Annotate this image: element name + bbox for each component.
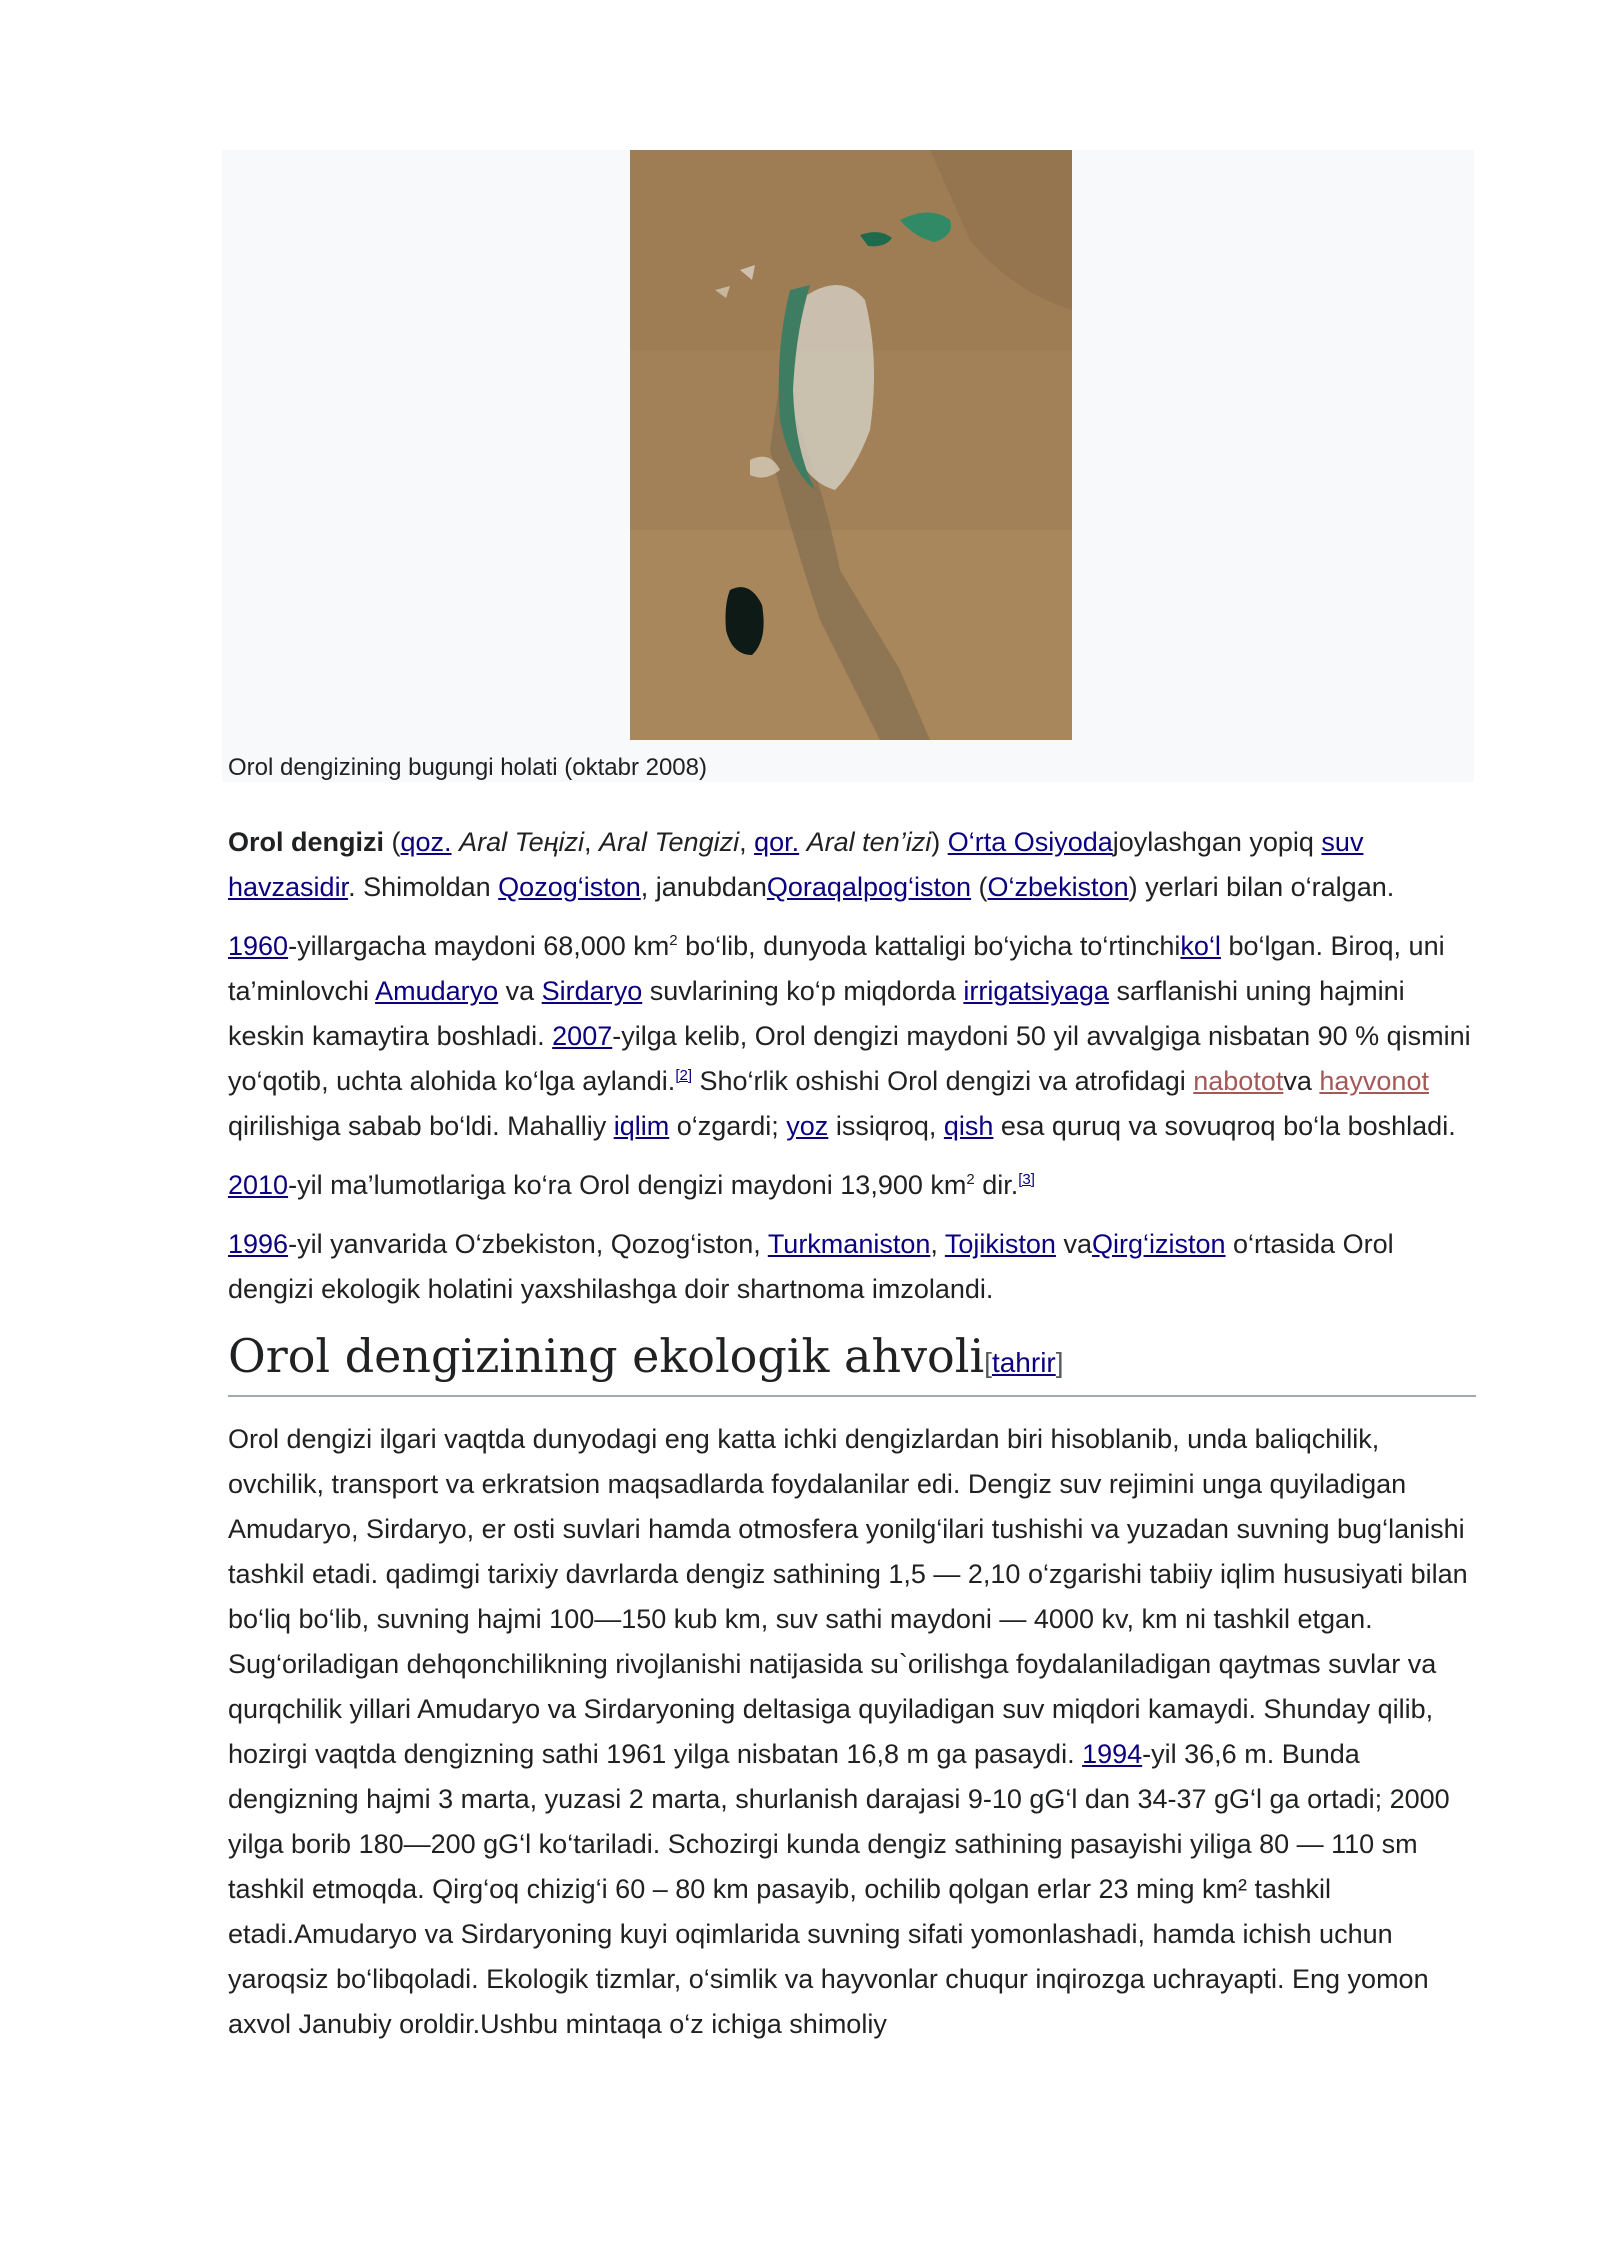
paragraph-history: 1960-yillargacha maydoni 68,000 $km^2$ bo‘lib, dunyoda kattaligi bo‘yicha to‘rtinchiko‘l bo‘lgan. Biroq, uni ta’minlovchi Amudaryo va Sirdaryo suvlarining ko‘p miqdorda irrigatsiyaga sarflanishi uning hajmini keskin kamaytira boshladi. 2007-yilga kelib, Orol dengizi maydoni 50 yil avvalgiga nisbatan 90 % qismini yo‘qotib, uchta alohida ko‘lga aylandi.[2] Sho‘rlik oshishi Orol dengizi va atrofidagi nabototva hayvonot qirilishiga sabab bo‘ldi. Mahalliy iqlim o‘zgardi; yoz issiqroq, qish esa quruq va sovuqroq bo‘la boshladi. xyxy=(228,931,1471,1141)
link-qirgiziston[interactable]: Qirg‘iziston xyxy=(1091,1229,1226,1259)
link-yoz[interactable]: yoz xyxy=(786,1111,829,1141)
link-iqlim[interactable]: iqlim xyxy=(613,1111,670,1141)
link-suv-havzasi[interactable]: suv havzasidir xyxy=(228,827,1364,902)
link-1960[interactable]: 1960 xyxy=(228,931,289,961)
section-heading: Orol dengizining ekologik ahvoli[tahrir] xyxy=(228,1326,1476,1397)
reference-link-3[interactable]: [3] xyxy=(1018,1171,1035,1188)
paragraph-intro: Orol dengizi (qoz. Aral Teңizi, Aral Tengizi, qor. Aral ten’izi) O‘rta Osiyodajoylashgan yopiq suv havzasidir. Shimoldan Qozog‘iston, janubdanQoraqalpog‘iston (O‘zbekiston) yerlari bilan o‘ralgan. xyxy=(228,827,1395,902)
link-2007[interactable]: 2007 xyxy=(552,1021,613,1051)
link-turkmaniston[interactable]: Turkmaniston xyxy=(767,1229,931,1259)
link-qor[interactable]: qor. xyxy=(754,827,800,857)
link-tojikiston[interactable]: Tojikiston xyxy=(944,1229,1056,1259)
link-1994[interactable]: 1994 xyxy=(1082,1739,1143,1769)
link-qoz[interactable]: qoz. xyxy=(400,827,452,857)
article-body xyxy=(228,820,1476,2061)
link-ozbekiston[interactable]: O‘zbekiston xyxy=(987,872,1129,902)
figure-caption: Orol dengizining bugungi holati (oktabr 2008) xyxy=(228,754,707,781)
link-orta-osiyo[interactable]: O‘rta Osiyoda xyxy=(947,827,1113,857)
link-amudaryo[interactable]: Amudaryo xyxy=(375,976,499,1006)
paragraph-1996: 1996-yil yanvarida O‘zbekiston, Qozog‘iston, Turkmaniston, Tojikiston vaQirg‘iziston o‘rtasida Orol dengizi ekologik holatini yaxshilashga doir shartnoma imzolandi. xyxy=(228,1229,1394,1304)
paragraph-ecology: Orol dengizi ilgari vaqtda dunyodagi eng katta ichki dengizlardan biri hisoblanib, unda baliqchilik, ovchilik, transport va erkratsion maqsadlarda foydalanilar edi. Dengiz suv rejimini unga quyiladigan Amudaryo, Sirdaryo, er osti suvlari hamda otmosfera yonilg‘ilari tushishi va yuzadan suvning bug‘lanishi tashkil etadi. qadimgi tarixiy davrlarda dengiz sathining 1,5 — 2,10 o‘zgarishi tabiiy iqlim hususiyati bilan bo‘liq bo‘lib, suvning hajmi 100—150 kub km, suv sathi maydoni — 4000 kv, km ni tashkil etgan. Sug‘oriladigan dehqonchilikning rivojlanishi natijasida su`orilishga foydalaniladigan qaytmas suvlar va qurqchilik yillari Amudaryo va Sirdaryoning deltasiga quyiladigan suv miqdori kamaydi. Shunday qilib, hozirgi vaqtda dengizning sathi 1961 yilga nisbatan 16,8 m ga pasaydi. 1994-yil 36,6 m. Bunda dengizning hajmi 3 marta, yuzasi 2 marta, shurlanish darajasi 9-10 gG‘l dan 34-37 gG‘l ga ortadi; 2000 yilga borib 180—200 gG‘l ko‘tariladi. Schozirgi kunda dengiz sathining pasayishi yiliga 80 — 110 sm tashkil etmoqda. Qirg‘oq chizig‘i 60 – 80 km pasayib, ochilib qolgan erlar 23 ming km² tashkil etadi.Amudaryo va Sirdaryoning kuyi oqimlarida suvning sifati yomonlashadi, hamda ichish uchun yaroqsiz bo‘libqoladi. Ekologik tizmlar, o‘simlik va hayvonlar chuqur inqirozga uchrayapti. Eng yomon axvol Janubiy oroldir.Ushbu mintaqa o‘z ichiga shimoliy xyxy=(228,1424,1468,2039)
link-hayvonot[interactable]: hayvonot xyxy=(1319,1066,1429,1096)
edit-section-link[interactable]: tahrir xyxy=(991,1347,1056,1378)
link-kol[interactable]: ko‘l xyxy=(1180,931,1221,961)
link-qozogiston[interactable]: Qozog‘iston xyxy=(498,872,641,902)
link-2010[interactable]: 2010 xyxy=(228,1170,289,1200)
link-qish[interactable]: qish xyxy=(943,1111,994,1141)
reference-link-2[interactable]: [2] xyxy=(675,1067,692,1084)
edit-section: [tahrir] xyxy=(984,1347,1064,1378)
link-sirdaryo[interactable]: Sirdaryo xyxy=(541,976,643,1006)
article-subject: Orol dengizi xyxy=(228,827,385,857)
aral-sea-satellite-image[interactable] xyxy=(630,150,1072,740)
link-qoraqalpogiston[interactable]: Qoraqalpog‘iston xyxy=(766,872,972,902)
link-irrigatsiya[interactable]: irrigatsiyaga xyxy=(963,976,1109,1006)
satellite-graphic xyxy=(630,150,1072,740)
link-1996[interactable]: 1996 xyxy=(228,1229,289,1259)
paragraph-2010: 2010-yil ma’lumotlariga ko‘ra Orol dengizi maydoni 13,900 $km^2$ dir.[3] xyxy=(228,1170,1035,1200)
reference-2 xyxy=(675,1067,692,1084)
thumbnail-figure xyxy=(222,150,1474,782)
link-nabotot[interactable]: nabotot xyxy=(1193,1066,1284,1096)
reference-3 xyxy=(1018,1171,1035,1188)
